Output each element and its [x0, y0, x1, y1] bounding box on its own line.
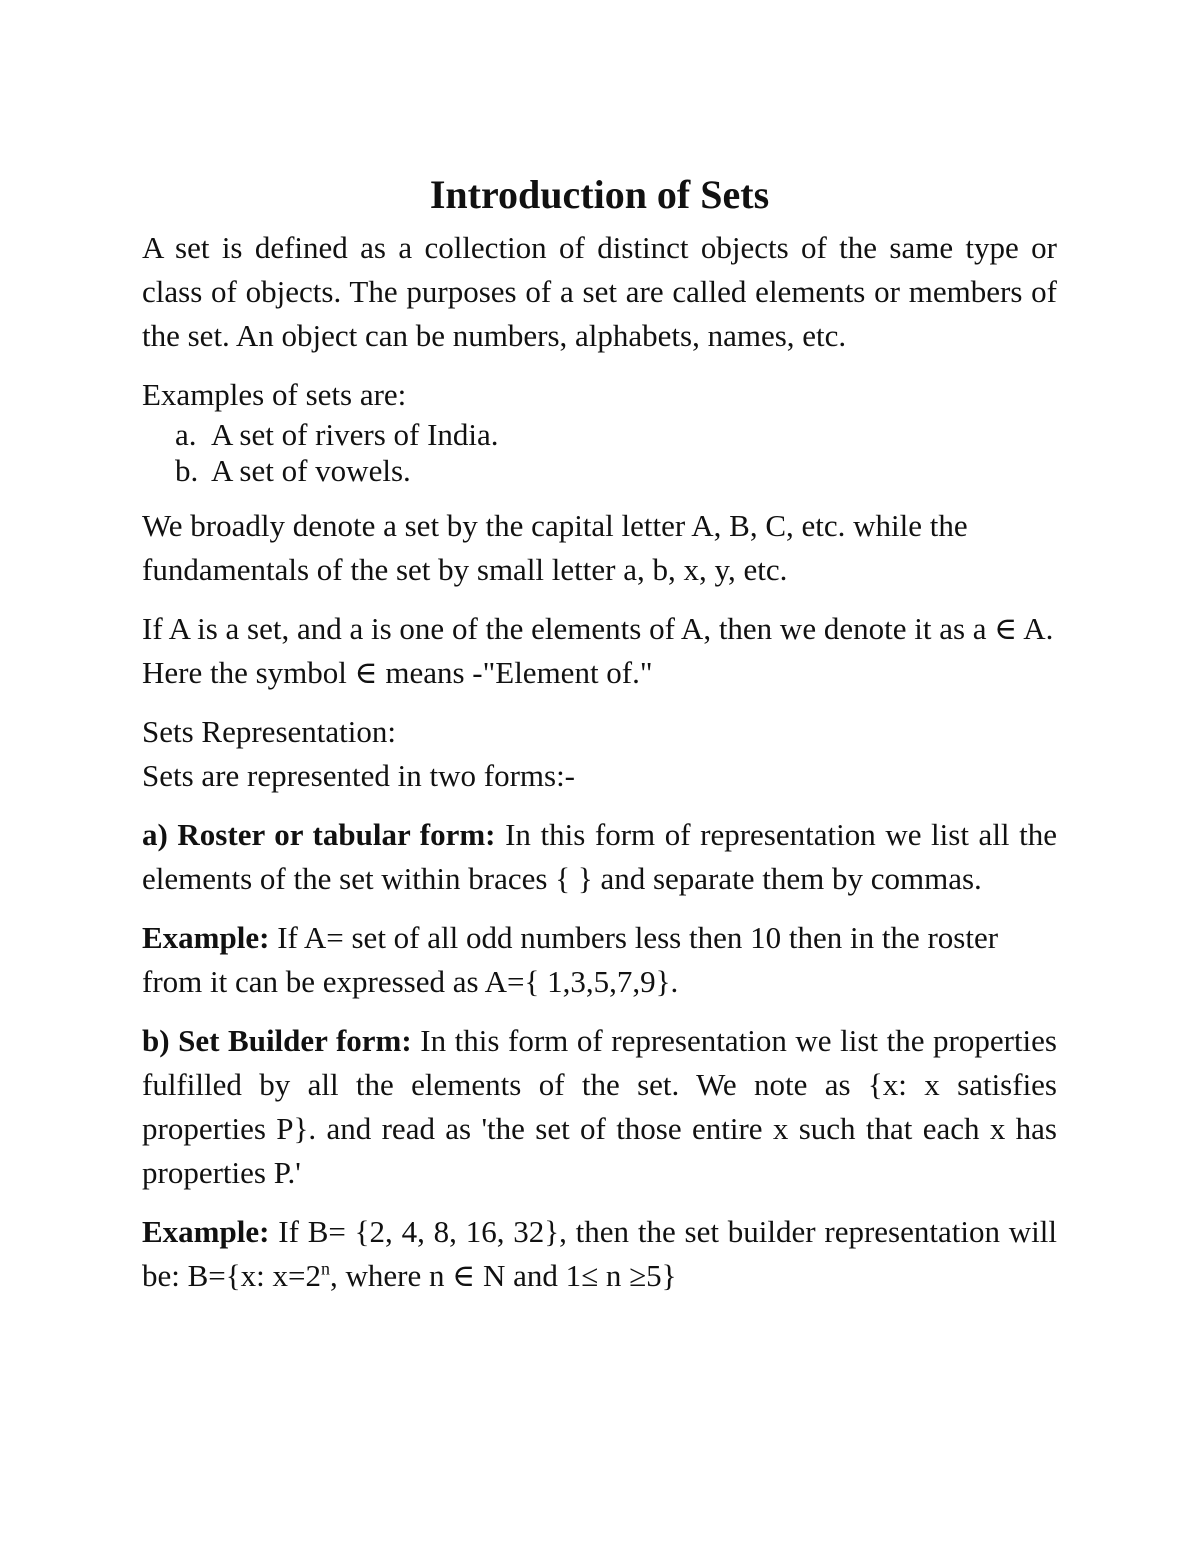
list-marker: a. — [175, 417, 197, 452]
roster-paragraph — [142, 813, 1057, 901]
examples-list — [142, 417, 1057, 489]
builder-label: b) Set Builder form: — [142, 1023, 412, 1058]
builder-example-paragraph — [142, 1210, 1057, 1298]
representation-heading: Sets Representation: — [142, 714, 396, 749]
builder-example-text-before: If B= {2, 4, 8, 16, 32}, then the set builder representation will be: B={x: x=2 — [142, 1214, 1057, 1293]
roster-example-text: If A= set of all odd numbers less then 10 then in the roster from it can be expressed as A={ 1,3,5,7,9}. — [142, 920, 999, 999]
list-marker: b. — [175, 453, 199, 488]
roster-example-label: Example: — [142, 920, 270, 955]
builder-example-label: Example: — [142, 1214, 270, 1249]
document-title: Introduction of Sets — [429, 172, 770, 217]
representation-intro: Sets are represented in two forms:- — [142, 758, 576, 793]
roster-label: a) Roster or tabular form: — [142, 817, 496, 852]
list-item — [142, 453, 1057, 489]
builder-text: In this form of representation we list the properties fulfilled by all the elements of the set. We note as {x: x satisfies properties P}. and read as 'the set of those entire x such that each x has properties P.' — [142, 1023, 1057, 1190]
definition-paragraph: A set is defined as a collection of distinct objects of the same type or class of objects. The purposes of a set are called elements or members of the set. An object can be numbers, alphabets, names, etc. — [142, 230, 1057, 353]
roster-example-paragraph — [142, 916, 1057, 1004]
examples-intro: Examples of sets are: — [142, 377, 407, 412]
superscript-n: n — [321, 1258, 331, 1279]
element-of-paragraph: If A is a set, and a is one of the elements of A, then we denote it as a ∈ A. Here the symbol ∈ means -"Element of." — [142, 611, 1054, 690]
denote-paragraph: We broadly denote a set by the capital letter A, B, C, etc. while the fundamentals of the set by small letter a, b, x, y, etc. — [142, 508, 968, 587]
list-item-text: A set of rivers of India. — [211, 417, 499, 452]
list-item-text: A set of vowels. — [211, 453, 411, 488]
builder-paragraph — [142, 1019, 1057, 1195]
builder-example-text-after: , where n ∈ N and 1≤ n ≥5} — [330, 1258, 677, 1293]
document-page — [142, 168, 1057, 1298]
roster-text: In this form of representation we list all the elements of the set within braces { } and separate them by commas. — [142, 817, 1058, 896]
list-item — [142, 417, 1057, 453]
